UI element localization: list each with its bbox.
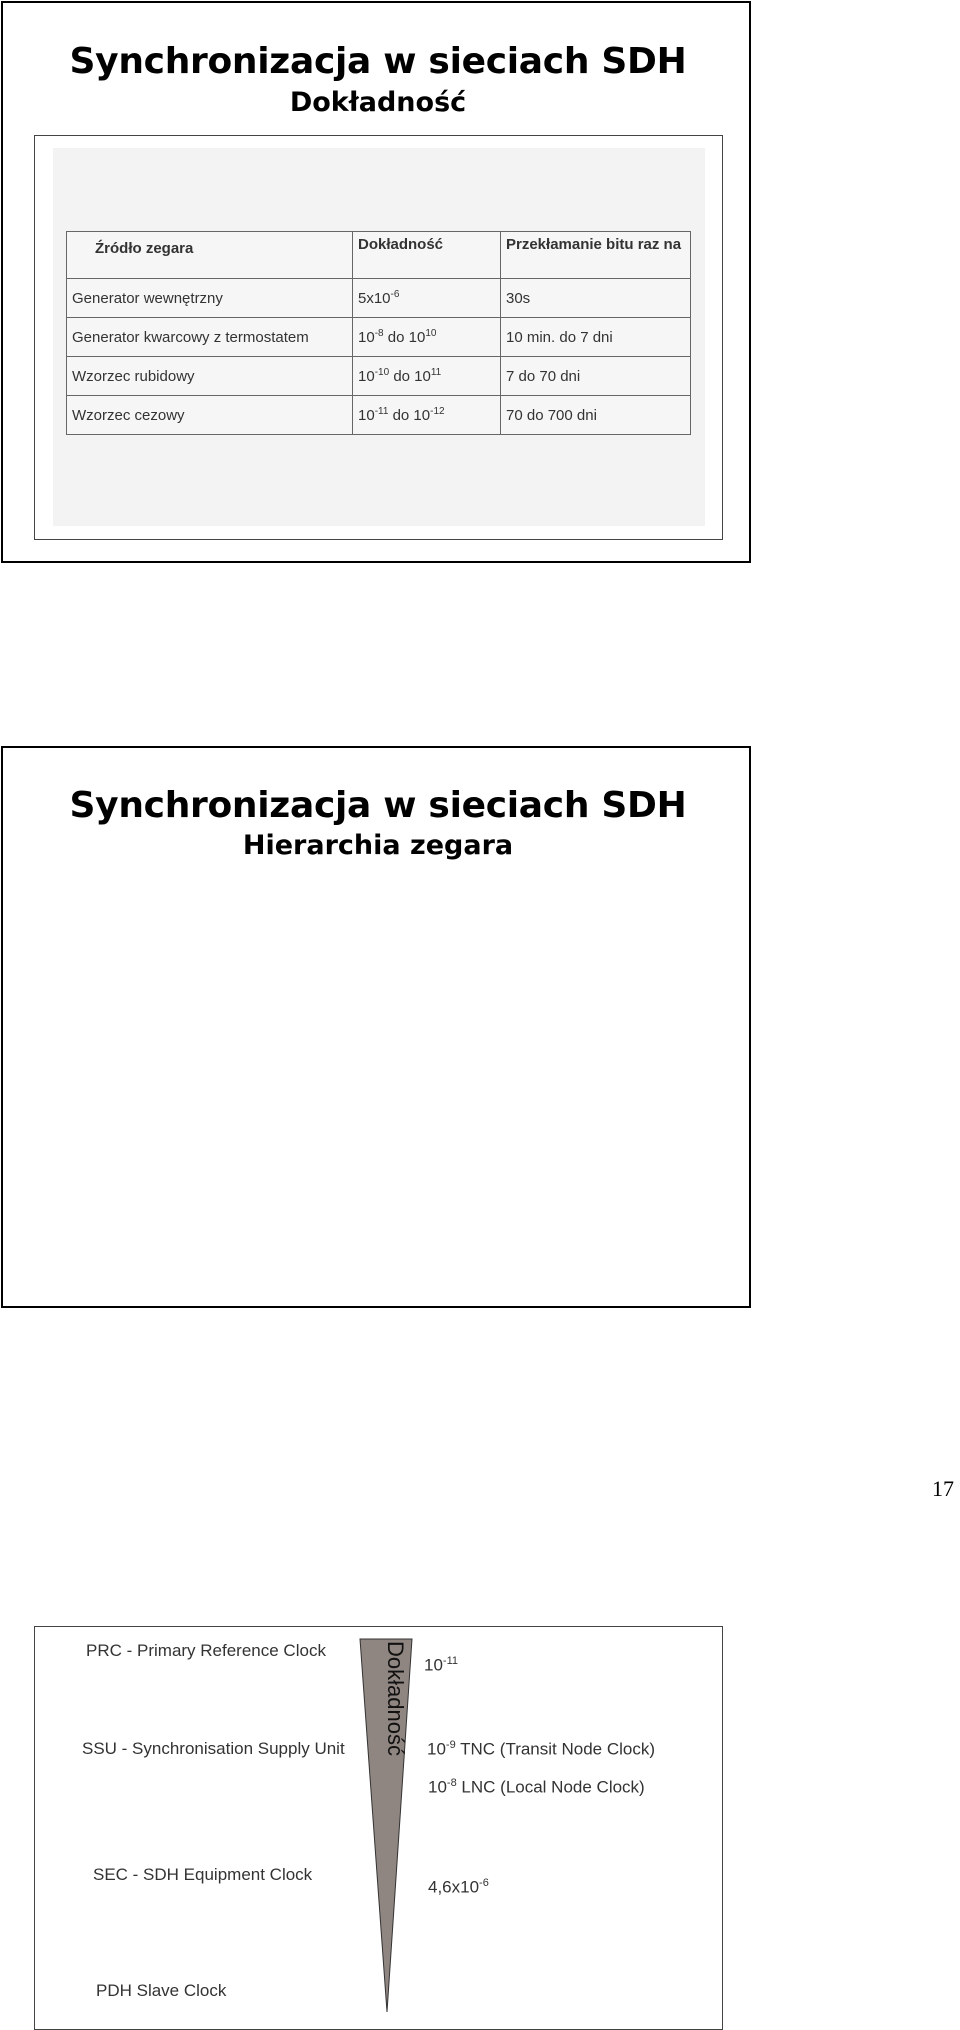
- slide-title: Synchronizacja w sieciach SDH: [69, 41, 687, 82]
- header-clock-source: Źródło zegara: [67, 232, 353, 279]
- label-pdh: PDH Slave Clock: [96, 1981, 227, 2000]
- cell-bit-error: 7 do 70 dni: [501, 357, 691, 396]
- clock-hierarchy-diagram: [34, 1626, 723, 2030]
- figure-background: [53, 148, 705, 526]
- table-header-row: [67, 232, 691, 279]
- table-row: [67, 396, 691, 435]
- slide-title: Synchronizacja w sieciach SDH: [69, 785, 687, 826]
- slide-subtitle: Hierarchia zegara: [242, 830, 514, 861]
- cell-accuracy: $10^{-10}$ do $10^{11}$: [353, 357, 501, 396]
- cell-source: Wzorzec rubidowy: [67, 357, 353, 396]
- cell-source: Generator wewnętrzny: [67, 279, 353, 318]
- accuracy-sec: $4,6x10^{-6}$: [428, 1877, 489, 1897]
- page-number: 17: [932, 1476, 954, 1501]
- slide-accuracy: [1, 1, 751, 563]
- accuracy-prc: $10^{-11}$: [424, 1655, 459, 1675]
- table-row: [67, 279, 691, 318]
- label-prc: PRC - Primary Reference Clock: [86, 1641, 326, 1660]
- wedge-label: Dokładność: [383, 1641, 408, 1756]
- cell-source: Generator kwarcowy z termostatem: [67, 318, 353, 357]
- accuracy-lnc: $10^{-8}$ LNC (Local Node Clock): [428, 1777, 645, 1797]
- cell-bit-error: 30s: [501, 279, 691, 318]
- accuracy-table: [66, 231, 691, 435]
- header-accuracy: Dokładność: [353, 232, 501, 279]
- cell-accuracy: $10^{-11}$ do $10^{-12}$: [353, 396, 501, 435]
- table-row: [67, 318, 691, 357]
- label-sec: SEC - SDH Equipment Clock: [93, 1865, 313, 1884]
- slide-subtitle: Dokładność: [289, 87, 467, 118]
- accuracy-figure: [34, 135, 723, 540]
- slide-clock-hierarchy: [1, 746, 751, 2000]
- table-row: [67, 357, 691, 396]
- cell-accuracy: $10^{-8}$ do $10^{10}$: [353, 318, 501, 357]
- accuracy-tnc: $10^{-9}$ TNC (Transit Node Clock): [427, 1739, 656, 1759]
- cell-source: Wzorzec cezowy: [67, 396, 353, 435]
- cell-bit-error: 10 min. do 7 dni: [501, 318, 691, 357]
- header-bit-error: Przekłamanie bitu raz na: [501, 232, 691, 279]
- cell-bit-error: 70 do 700 dni: [501, 396, 691, 435]
- label-ssu: SSU - Synchronisation Supply Unit: [82, 1739, 345, 1758]
- cell-accuracy: $5x10^{-6}$: [353, 279, 501, 318]
